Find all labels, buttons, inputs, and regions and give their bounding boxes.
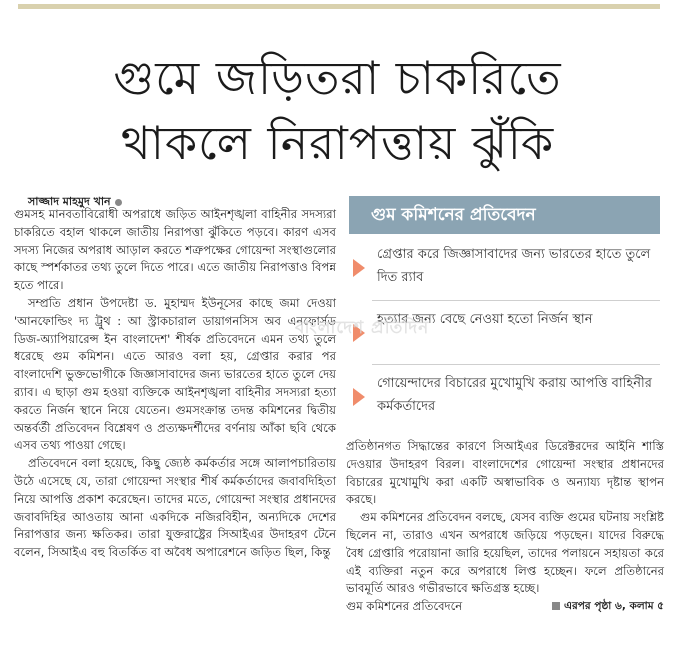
left-paragraph-3: প্রতিবেদনে বলা হয়েছে, কিছু জ্যেষ্ঠ কর্মকর্তার সঙ্গে আলাপচারিতায় উঠে এসেছে যে, তারা গোয়েন্দা সংস্থার শীর্ষ কর্মকর্তাদের জবাবদিহিতা নিয়ে আপত্তি প্রকাশ করেছেন। তাদের মতে, গোয়েন্দা সংস্থার প্রধানদের জবাবদিহির আওতায় আনা একদিকে নজিরবিহীন, অন্যদিকে দেশের নিরাপত্তার জন্য ক্ষতিকর। তারা যুক্তরাষ্ট্রের সিআইএর উদাহরণ টেনে বলেন, সিআইএ বহু বিতর্কিত বা অবৈধ অপারেশনে জড়িত ছিল, কিন্তু: [14, 456, 336, 560]
left-paragraph-1: গুমসহ মানবতাবিরোধী অপরাধে জড়িত আইনশৃঙ্খলা বাহিনীর সদস্যরা চাকরিতে বহাল থাকলে জাতীয় নিরাপত্তা ঝুঁকিতে পড়বে। কারণ এসব সদস্য নিজের অপরাধ আড়াল করতে শত্রুপক্ষের গোয়েন্দা সংস্থাগুলোর কাছে স্পর্শকাতর তথ্য তুলে দিতে পারে। এতে জাতীয় নিরাপত্তাও বিপন্ন হতে পারে।: [14, 207, 336, 293]
box-item-3-text: গোয়েন্দাদের বিচারের মুখোমুখি করায় আপত্তি বাহিনীর কর্মকর্তাদের: [377, 376, 652, 414]
right-last-line: [346, 598, 664, 616]
right-paragraph-2: গুম কমিশনের প্রতিবেদন বলছে, যেসব ব্যক্তি গুমের ঘটনায় সংশ্লিষ্ট ছিলেন না, তারাও এখন অপরাধে জড়িয়ে পড়ছেন। যাদের বিরুদ্ধে বৈধ গ্রেপ্তারি পরোয়ানা জারি হয়েছিল, তাদের পলায়নে সহায়তা করে এই ব্যক্তিরা নতুন করে অপরাধে লিপ্ত হচ্ছেন। ফলে প্রতিষ্ঠানের ভাবমূর্তি আরও গভীরভাবে ক্ষতিগ্রস্ত হচ্ছে।: [346, 510, 664, 596]
right-paragraph-3: গুম কমিশনের প্রতিবেদনে: [346, 599, 463, 614]
box-divider: [372, 364, 660, 365]
box-item-2-text: হত্যার জন্য বেছে নেওয়া হতো নির্জন স্থান: [377, 312, 593, 327]
headline-line-2: থাকলে নিরাপত্তায় ঝুঁকি: [120, 116, 555, 170]
box-item-1-text: গ্রেপ্তার করে জিজ্ঞাসাবাদের জন্য ভারতের হাতে তুলে দিত র‍্যাব: [377, 247, 651, 285]
continued-jump: [552, 598, 664, 616]
byline-author: সাজ্জাদ মাহমুদ খান: [28, 195, 111, 208]
box-divider: [372, 300, 660, 301]
continued-jump-text: এরপর পৃষ্ঠা ৬, কলাম ৫: [564, 600, 664, 613]
left-paragraph-2: সম্প্রতি প্রধান উপদেষ্টা ড. মুহাম্মদ ইউনূসের কাছে জমা দেওয়া 'আনফোল্ডিং দ্য ট্রুথ : আ স্ট্রাকচারাল ডায়াগনসিস অব এনফোর্সড ডিজ-অ্যাপিয়ারেন্স ইন বাংলাদেশ' শীর্ষক প্রতিবেদনে এমন তথ্য তুলে ধরেছে গুম কমিশন। এতে আরও বলা হয়, গ্রেপ্তার করার পর বাংলাদেশি ভুক্তভোগীকে জিজ্ঞাসাবাদের জন্য ভারতের হাতে তুলে দেয় র‍্যাব। এ ছাড়া গুম হওয়া ব্যক্তিকে আইনশৃঙ্খলা বাহিনীর সদস্যরা হত্যা করতে নির্জন স্থানে নিয়ে যেতেন। গুমসংক্রান্ত তদন্ত কমিশনের দ্বিতীয় অন্তর্বর্তী প্রতিবেদন বিশ্লেষণ ও প্রত্যক্ষদর্শীদের বর্ণনায় আঁকা ছবি থেকে এসব তথ্য পাওয়া গেছে।: [14, 295, 336, 453]
sidebar-box-title: গুম কমিশনের প্রতিবেদন: [349, 196, 660, 234]
right-paragraph-1: প্রতিষ্ঠানগত সিদ্ধান্তের কারণে সিআইএর ডিরেক্টরদের আইনি শাস্তি দেওয়ার উদাহরণ বিরল। বাংলাদেশের গোয়েন্দা সংস্থার প্রধানদের বিচারের মুখোমুখি করা একটি অস্বাভাবিক ও অন্যায্য দৃষ্টান্ত স্থাপন করছে।: [346, 439, 664, 507]
arrow-icon: [353, 388, 365, 406]
box-item-1: [349, 243, 660, 293]
arrow-icon: [353, 259, 365, 277]
headline-line-1: গুমে জড়িতরা চাকরিতে: [113, 51, 562, 105]
box-item-3: [349, 372, 660, 424]
top-rule: [18, 4, 660, 9]
watermark-logo: বাংলাদেশ প্রতিদিন: [295, 318, 430, 338]
square-icon: [552, 602, 560, 610]
left-column: [14, 206, 336, 562]
byline-dot-icon: [115, 199, 122, 206]
right-column: [346, 438, 664, 616]
